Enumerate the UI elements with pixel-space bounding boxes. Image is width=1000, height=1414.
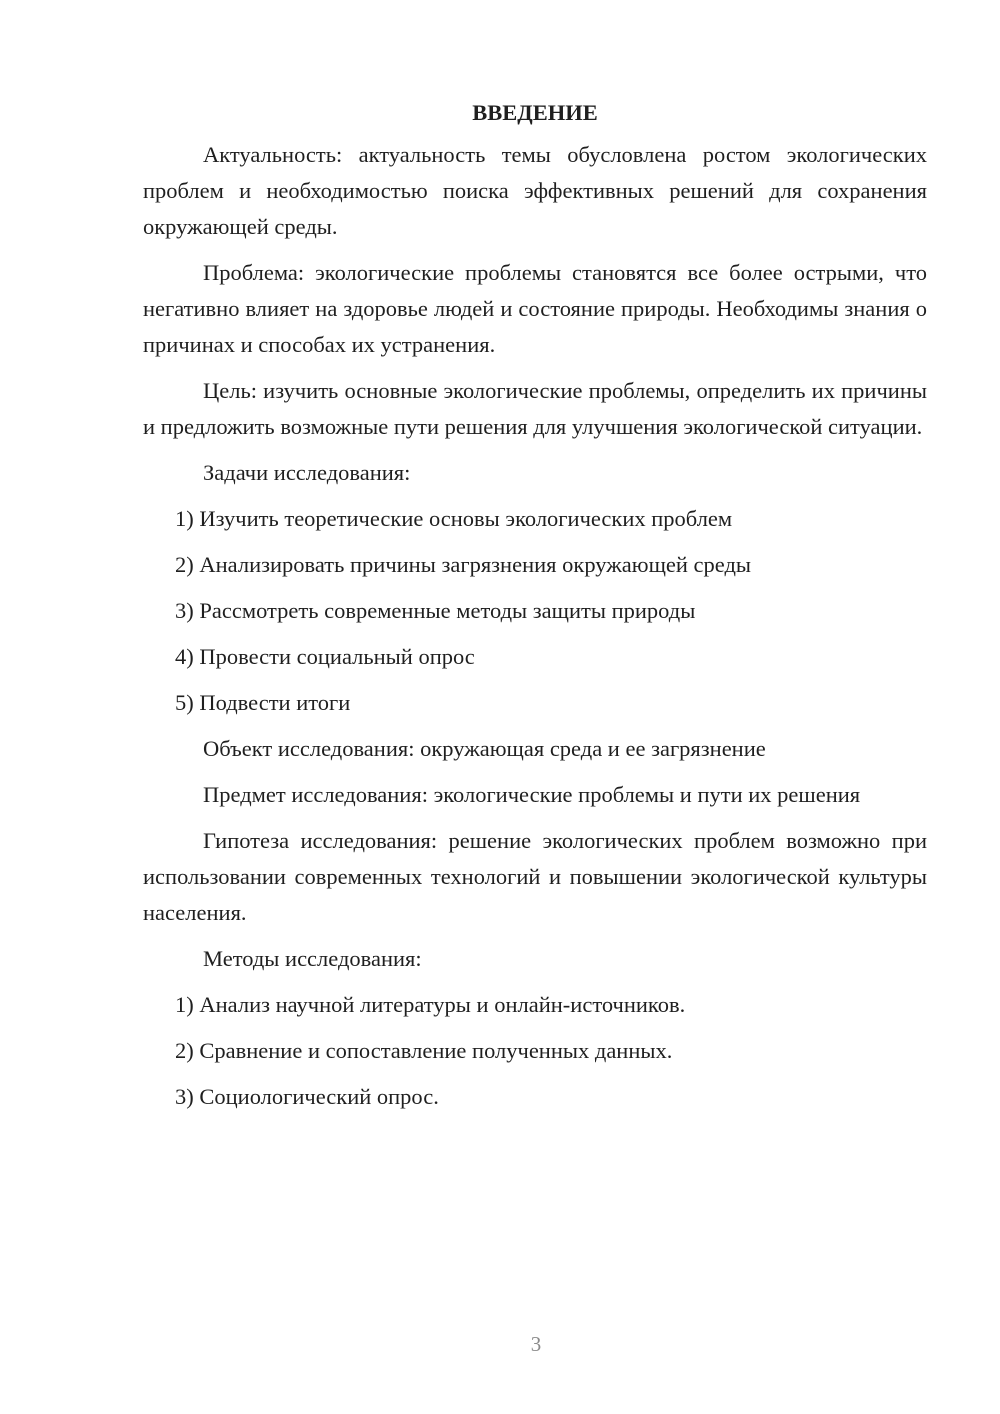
list-item: 1) Анализ научной литературы и онлайн-источников. xyxy=(175,992,686,1017)
methods-list xyxy=(143,987,927,1115)
list-item: 3) Рассмотреть современные методы защиты природы xyxy=(175,598,696,623)
relevance-paragraph: Актуальность: актуальность темы обусловлена ростом экологических проблем и необходимостью поиска эффективных решений для сохранения окружающей среды. xyxy=(143,142,927,239)
list-item: 5) Подвести итоги xyxy=(175,690,351,715)
tasks-heading: Задачи исследования: xyxy=(203,460,411,485)
list-item: 4) Провести социальный опрос xyxy=(175,644,475,669)
list-item: 2) Анализировать причины загрязнения окружающей среды xyxy=(175,552,752,577)
methods-heading: Методы исследования: xyxy=(203,946,422,971)
page-number: 3 xyxy=(530,1332,542,1356)
list-item: 2) Сравнение и сопоставление полученных данных. xyxy=(175,1038,673,1063)
subject-paragraph: Предмет исследования: экологические проблемы и пути их решения xyxy=(203,782,861,807)
tasks-list xyxy=(143,501,927,721)
goal-paragraph: Цель: изучить основные экологические проблемы, определить их причины и предложить возможные пути решения для улучшения экологической ситуации. xyxy=(143,378,927,439)
hypothesis-paragraph: Гипотеза исследования: решение экологических проблем возможно при использовании современных технологий и повышении экологической культуры населения. xyxy=(143,828,927,925)
list-item: 1) Изучить теоретические основы экологических проблем xyxy=(175,506,733,531)
page-title: ВВЕДЕНИЕ xyxy=(472,100,598,125)
problem-paragraph: Проблема: экологические проблемы становятся все более острыми, что негативно влияет на здоровье людей и состояние природы. Необходимы знания о причинах и способах их устранения. xyxy=(143,260,927,357)
document-body xyxy=(143,95,927,1125)
list-item: 3) Социологический опрос. xyxy=(175,1084,439,1109)
object-paragraph: Объект исследования: окружающая среда и ее загрязнение xyxy=(203,736,766,761)
